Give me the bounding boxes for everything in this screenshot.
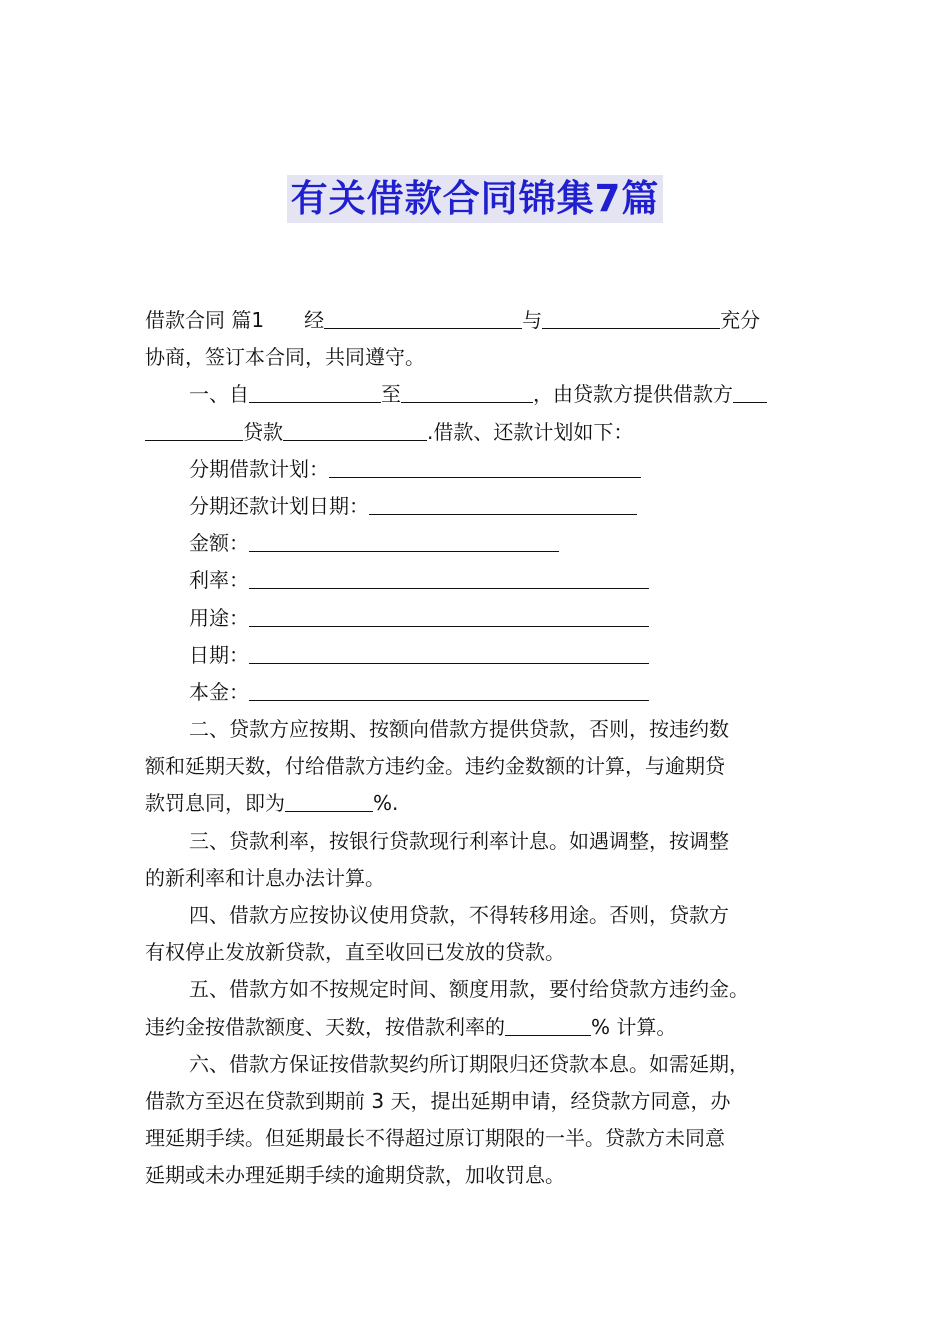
fill-blank xyxy=(249,604,649,627)
text-run: .借款、还款计划如下： xyxy=(427,419,634,444)
fill-blank xyxy=(324,306,522,329)
text-run: 有权停止发放新贷款，直至收回已发放的贷款。 xyxy=(145,940,565,965)
title-container xyxy=(0,175,950,223)
paragraph-line xyxy=(145,1009,810,1046)
text-run: % 计算。 xyxy=(591,1014,677,1039)
paragraph-line xyxy=(145,1083,810,1120)
text-run: 至 xyxy=(381,382,401,407)
text-run: ，由贷款方提供借款方 xyxy=(533,382,733,407)
form-label: 分期还款计划日期： xyxy=(189,493,369,518)
text-run: 充分 xyxy=(720,308,761,332)
form-label: 利率： xyxy=(189,568,249,593)
paragraph-line xyxy=(145,971,810,1008)
text-run: 六、借款方保证按借款契约所订期限归还贷款本息。如需延期， xyxy=(189,1051,749,1076)
form-line xyxy=(145,451,810,488)
fill-blank xyxy=(542,306,720,329)
fill-blank xyxy=(249,529,559,552)
paragraph-line xyxy=(145,1046,810,1083)
fill-blank xyxy=(249,678,649,701)
text-run: %. xyxy=(373,791,399,816)
form-label: 日期： xyxy=(189,642,249,667)
text-run: 违约金按借款额度、天数，按借款利率的 xyxy=(145,1014,505,1039)
text-run: 理延期手续。但延期最长不得超过原订期限的一半。贷款方未同意 xyxy=(145,1126,725,1151)
form-label: 用途： xyxy=(189,605,249,630)
paragraph-line xyxy=(145,748,810,785)
paragraph-line xyxy=(145,1157,810,1194)
form-line xyxy=(145,562,810,599)
paragraph-line xyxy=(145,897,810,934)
paragraph-line xyxy=(145,823,810,860)
fill-blank xyxy=(285,789,373,812)
fill-blank xyxy=(733,380,767,403)
text-run: 五、借款方如不按规定时间、额度用款，要付给贷款方违约金。 xyxy=(189,977,749,1002)
paragraph-line xyxy=(145,860,810,897)
text-run: 借款合同 篇1 经 xyxy=(145,308,325,332)
fill-blank xyxy=(249,566,649,589)
text-run: 的新利率和计息办法计算。 xyxy=(145,865,385,890)
fill-blank xyxy=(145,418,243,441)
text-run: 延期或未办理延期手续的逾期贷款，加收罚息。 xyxy=(145,1163,565,1188)
form-line xyxy=(145,600,810,637)
document-title: 有关借款合同锦集7篇 xyxy=(287,175,664,223)
form-label: 分期借款计划： xyxy=(189,456,329,481)
text-run: 贷款 xyxy=(243,419,283,444)
text-run: 额和延期天数，付给借款方违约金。违约金数额的计算，与逾期贷 xyxy=(145,754,725,779)
fill-blank xyxy=(249,380,381,403)
paragraph-line xyxy=(145,339,810,376)
fill-blank xyxy=(249,641,649,664)
fill-blank xyxy=(329,455,641,478)
text-run: 四、借款方应按协议使用贷款，不得转移用途。否则，贷款方 xyxy=(189,903,729,927)
fill-blank xyxy=(505,1013,591,1036)
text-run: 协商，签订本合同，共同遵守。 xyxy=(145,345,425,370)
paragraph-line xyxy=(145,1120,810,1157)
form-label: 金额： xyxy=(189,531,249,556)
fill-blank xyxy=(401,380,533,403)
text-run: 款罚息同，即为 xyxy=(145,791,285,816)
form-line xyxy=(145,525,810,562)
paragraph-line xyxy=(145,414,810,451)
paragraph-line xyxy=(145,376,810,413)
text-run: 借款方至迟在贷款到期前 3 天，提出延期申请，经贷款方同意，办 xyxy=(145,1088,731,1113)
form-line xyxy=(145,674,810,711)
form-label: 本金： xyxy=(189,679,249,704)
form-line xyxy=(145,637,810,674)
paragraph-line xyxy=(145,302,810,339)
form-line xyxy=(145,488,810,525)
document-body xyxy=(145,302,810,1195)
fill-blank xyxy=(283,418,427,441)
paragraph-line xyxy=(145,934,810,971)
text-run: 一、自 xyxy=(189,382,249,407)
paragraph-line xyxy=(145,711,810,748)
text-run: 三、贷款利率，按银行贷款现行利率计息。如遇调整，按调整 xyxy=(189,828,729,853)
paragraph-line xyxy=(145,785,810,822)
text-run: 二、贷款方应按期、按额向借款方提供贷款，否则，按违约数 xyxy=(189,717,729,742)
fill-blank xyxy=(369,492,637,515)
text-run: 与 xyxy=(522,308,543,332)
